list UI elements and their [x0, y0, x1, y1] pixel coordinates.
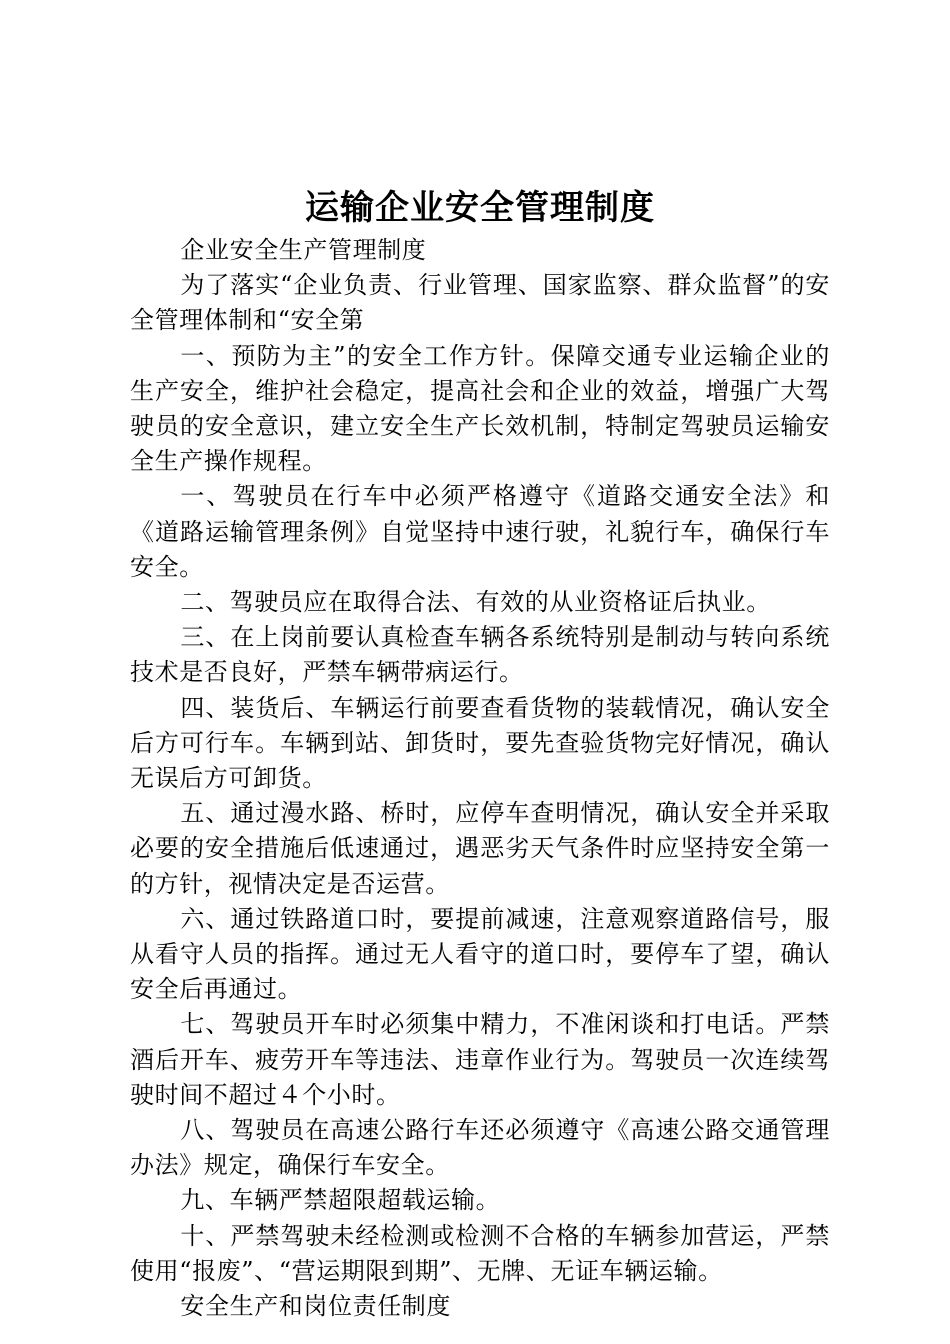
paragraph: 五、通过漫水路、桥时，应停车查明情况，确认安全并采取必要的安全措施后低速通过，遇恶劣天气条件时应坚持安全第一的方针，视情决定是否运营。	[130, 799, 830, 898]
paragraph: 十、严禁驾驶未经检测或检测不合格的车辆参加营运，严禁使用“报废”、“营运期限到期”、无牌、无证车辆运输。	[130, 1221, 830, 1285]
document-title: 运输企业安全管理制度	[305, 188, 655, 228]
paragraph-subheading-2: 安全生产和岗位责任制度	[180, 1292, 451, 1321]
paragraph: 七、驾驶员开车时必须集中精力，不准闲谈和打电话。严禁酒后开车、疲劳开车等违法、违章作业行为。驾驶员一次连续驾驶时间不超过４个小时。	[130, 1010, 830, 1109]
paragraph: 四、装货后、车辆运行前要查看货物的装载情况，确认安全后方可行车。车辆到站、卸货时，要先查验货物完好情况，确认无误后方可卸货。	[130, 693, 830, 793]
paragraph: 一、驾驶员在行车中必须严格遵守《道路交通安全法》和《道路运输管理条例》自觉坚持中速行驶，礼貌行车，确保行车安全。	[130, 482, 830, 581]
paragraph-subheading-1: 企业安全生产管理制度	[180, 236, 427, 264]
paragraph: 一、预防为主”的安全工作方针。保障交通专业运输企业的生产安全，维护社会稳定，提高社会和企业的效益，增强广大驾驶员的安全意识，建立安全生产长效机制，特制定驾驶员运输安全生产操作规程。	[130, 341, 830, 476]
paragraph: 为了落实“企业负责、行业管理、国家监察、群众监督”的安全管理体制和“安全第	[130, 271, 830, 335]
paragraph: 六、通过铁路道口时，要提前减速，注意观察道路信号，服从看守人员的指挥。通过无人看守的道口时，要停车了望，确认安全后再通过。	[130, 904, 830, 1004]
paragraph: 三、在上岗前要认真检查车辆各系统特别是制动与转向系统技术是否良好，严禁车辆带病运行。	[130, 623, 830, 687]
paragraph: 二、驾驶员应在取得合法、有效的从业资格证后执业。	[180, 588, 771, 617]
paragraph: 九、车辆严禁超限超载运输。	[180, 1186, 501, 1215]
paragraph: 八、驾驶员在高速公路行车还必须遵守《高速公路交通管理办法》规定，确保行车安全。	[130, 1116, 830, 1180]
document-body	[130, 233, 830, 1324]
